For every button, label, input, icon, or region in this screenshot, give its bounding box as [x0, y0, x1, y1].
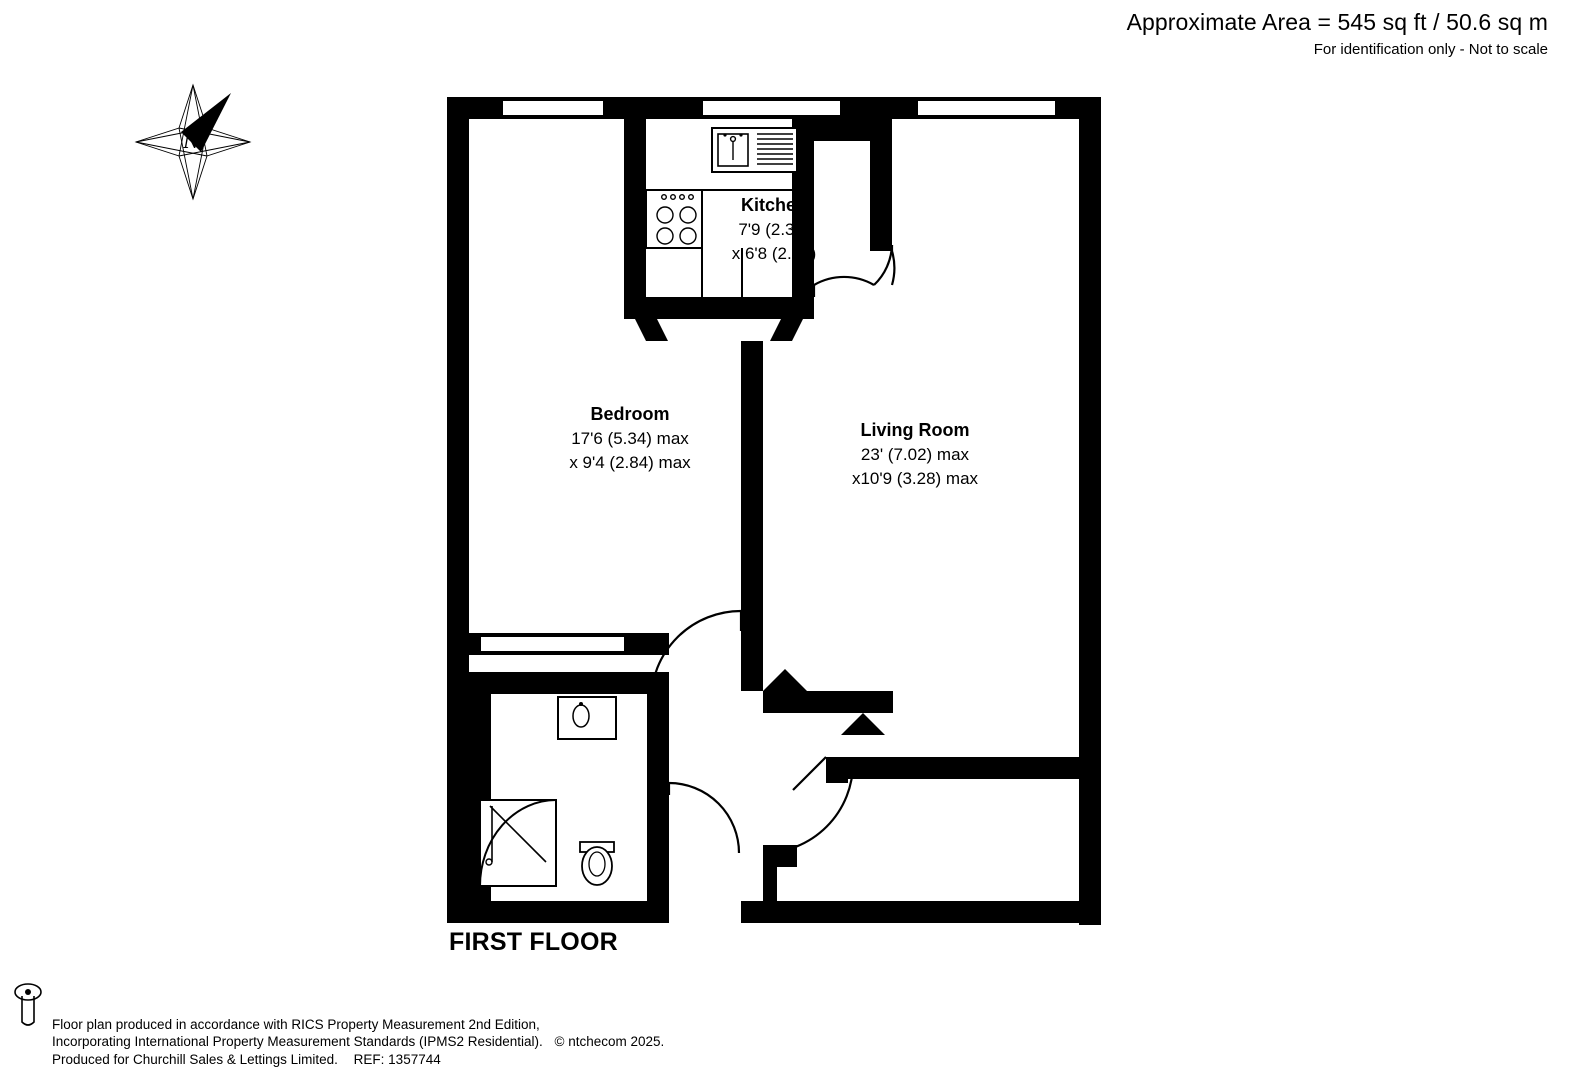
bathroom-fixtures — [480, 697, 616, 886]
footer-line-2: Incorporating International Property Measurement Standards (IPMS2 Residential). — [52, 1034, 543, 1049]
room-dimension-line-2: x 9'4 (2.84) max — [569, 453, 691, 472]
footer-line-1: Floor plan produced in accordance with RICS Property Measurement 2nd Edition, — [52, 1016, 540, 1032]
footer-line-3-group — [52, 1051, 664, 1069]
footer-line-2-group — [52, 1033, 664, 1051]
room-label-kitchen — [664, 193, 884, 266]
compass-north-label: N — [183, 128, 199, 153]
room-name: Living Room — [860, 420, 970, 440]
identification-note-text: For identification only - Not to scale — [1313, 41, 1548, 58]
footer-copyright: © ntchecom 2025. — [554, 1034, 665, 1049]
approximate-area-text: Approximate Area = 545 sq ft / 50.6 sq m — [1126, 9, 1548, 35]
room-name: Bedroom — [590, 404, 670, 424]
room-dimension-line-1: 7'9 (2.37) — [738, 220, 810, 239]
footer — [14, 1016, 664, 1069]
room-dimension-line-2: x10'9 (3.28) max — [851, 469, 979, 488]
footer-line-3: Produced for Churchill Sales & Lettings Limited. — [52, 1051, 338, 1067]
room-name: Kitchen — [740, 195, 807, 215]
compass-rose — [136, 85, 250, 199]
room-dimension-line-1: 17'6 (5.34) max — [571, 429, 689, 448]
footer-text — [52, 1016, 664, 1069]
room-dimension-line-1: 23' (7.02) max — [860, 445, 970, 464]
room-label-bedroom — [510, 402, 750, 475]
footer-reference: REF: 1357744 — [353, 1051, 441, 1067]
room-dimension-line-2: x 6'8 (2.02) — [731, 244, 817, 263]
floor-title: FIRST FLOOR — [449, 928, 618, 956]
rics-badge-spacer — [14, 1024, 42, 1066]
room-label-living-room — [790, 418, 1040, 491]
